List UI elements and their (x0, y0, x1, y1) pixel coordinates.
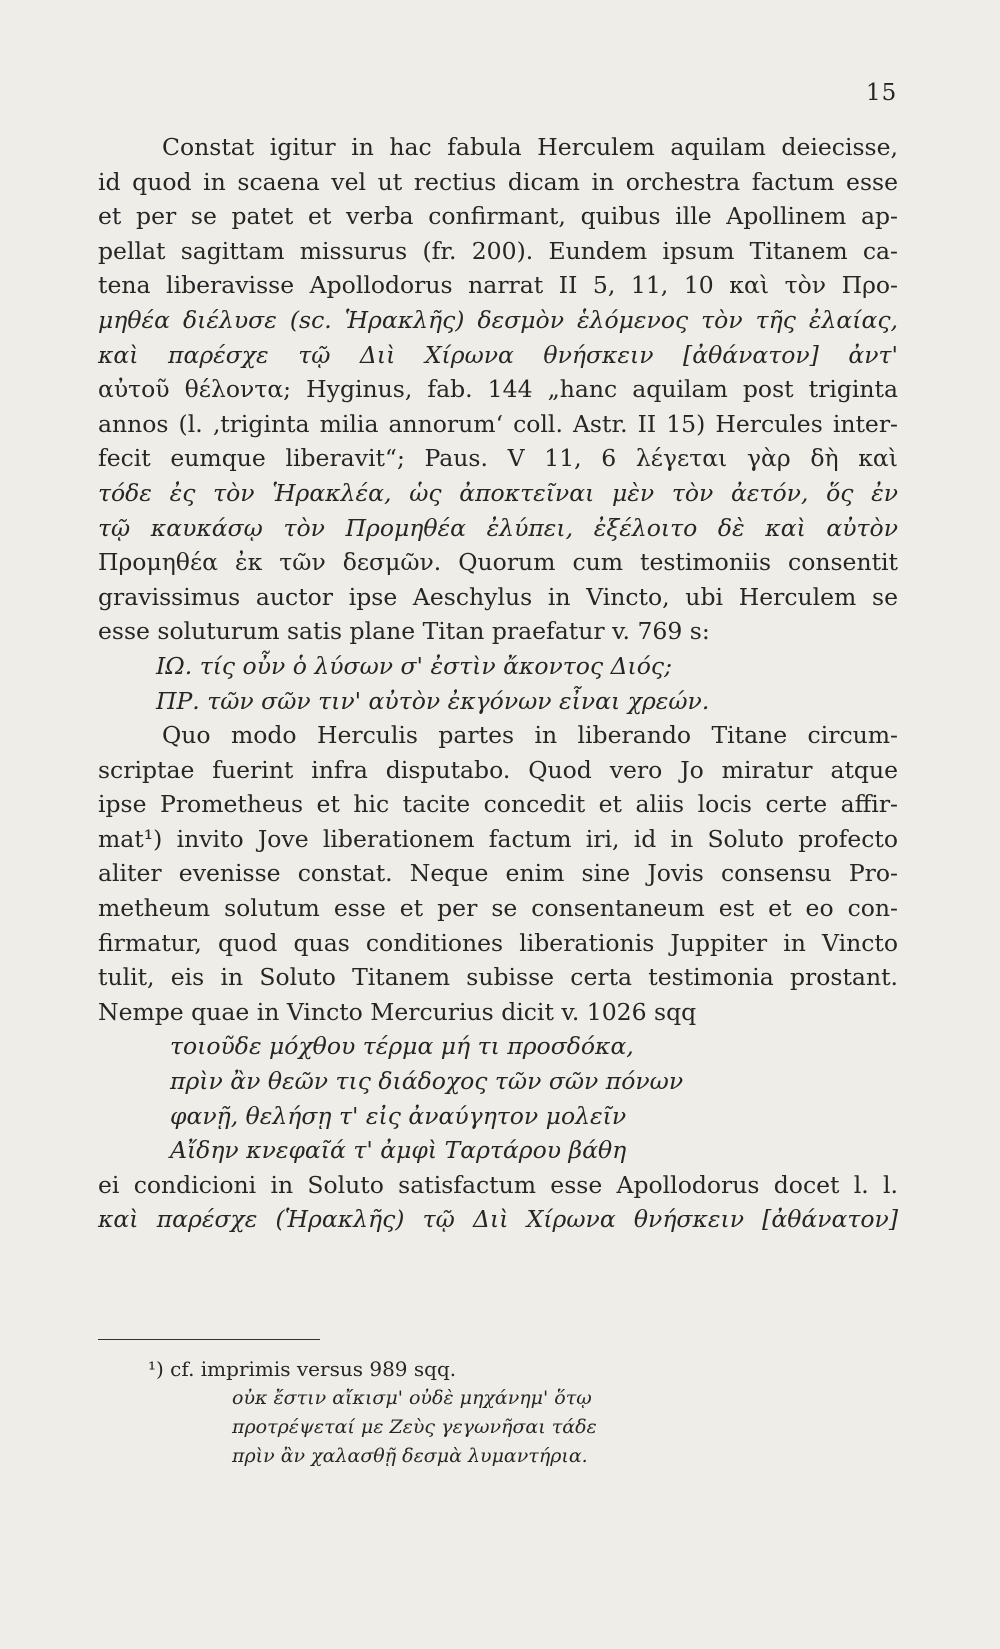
text-line: scriptae fuerint infra disputabo. Quod vero Jo miratur atque (98, 755, 898, 784)
footnote (148, 1355, 708, 1471)
text-line: τῷ καυκάσῳ τὸν Προμηθέα ἐλύπει, ἐξέλοιτο δὲ καὶ αὐτὸν (98, 513, 898, 542)
text-line: καὶ παρέσχε τῷ Διὶ Χίρωνα θνήσκειν [ἀθάνατον] ἀντ' (98, 340, 898, 369)
quote-line: τοιοῦδε μόχθου τέρμα μή τι προσδόκα, (170, 1032, 634, 1061)
text-line: tena liberavisse Apollodorus narrat II 5, 11, 10 καὶ τὸν Προ- (98, 271, 898, 300)
main-text (98, 130, 898, 1237)
footnote-verse: οὐκ ἔστιν αἴκισμ' οὐδὲ μηχάνημ' ὅτῳ (232, 1387, 592, 1409)
text-line: tulit, eis in Soluto Titanem subisse certa testimonia prostant. (98, 963, 898, 992)
page-number: 15 (866, 80, 898, 106)
text-line: et per se patet et verba confirmant, quibus ille Apollinem ap- (98, 202, 898, 231)
text-line: metheum solutum esse et per se consentaneum est et eo con- (98, 894, 898, 923)
text-line: τόδε ἐς τὸν Ἡρακλέα, ὡς ἀποκτεῖναι μὲν τὸν ἀετόν, ὅς ἐν (98, 478, 898, 507)
text-line: pellat sagittam missurus (fr. 200). Eundem ipsum Titanem ca- (98, 236, 898, 265)
footnote-rule (98, 1339, 320, 1340)
footnote-text: ¹) cf. imprimis versus 989 sqq. (148, 1357, 457, 1381)
text-line: Quo modo Herculis partes in liberando Titane circum- (162, 721, 898, 750)
dialogue-line: ΠΡ. τῶν σῶν τιν' αὐτὸν ἐκγόνων εἶναι χρεών. (156, 686, 710, 715)
text-line: ei condicioni in Soluto satisfactum esse Apollodorus docet l. l. (98, 1170, 898, 1199)
text-line: αὐτοῦ θέλοντα; Hyginus, fab. 144 „hanc aquilam post triginta (98, 375, 898, 404)
text-line: Nempe quae in Vincto Mercurius dicit v. 1026 sqq (98, 997, 697, 1026)
text-line: καὶ παρέσχε (Ἡρακλῆς) τῷ Διὶ Χίρωνα θνήσκειν [ἀθάνατον] (98, 1205, 898, 1234)
footnote-verse: προτρέψεταί με Ζεὺς γεγωνῆσαι τάδε (232, 1416, 597, 1438)
quote-line: Αἴδην κνεφαῖά τ' ἀμφὶ Ταρτάρου βάθη (170, 1136, 627, 1165)
text-line: id quod in scaena vel ut rectius dicam in orchestra factum esse (98, 167, 898, 196)
dialogue-line: ΙΩ. τίς οὖν ὁ λύσων σ' ἐστὶν ἄκοντος Διός; (156, 651, 673, 680)
text-line: fecit eumque liberavit“; Paus. V 11, 6 λέγεται γὰρ δὴ καὶ (98, 444, 898, 473)
text-line: Προμηθέα ἐκ τῶν δεσμῶν. Quorum cum testimoniis consentit (98, 548, 898, 577)
text-line: firmatur, quod quas conditiones liberationis Juppiter in Vincto (98, 928, 898, 957)
quote-line: φανῇ, θελήσῃ τ' εἰς ἀναύγητον μολεῖν (170, 1101, 627, 1130)
text-line: annos (l. ‚triginta milia annorum‘ coll. Astr. II 15) Hercules inter- (98, 409, 898, 438)
text-line: mat¹) invito Jove liberationem factum iri, id in Soluto profecto (98, 824, 898, 853)
quote-line: πρὶν ἂν θεῶν τις διάδοχος τῶν σῶν πόνων (170, 1067, 684, 1096)
text-line: esse soluturum satis plane Titan praefatur v. 769 s: (98, 617, 710, 646)
text-line: gravissimus auctor ipse Aeschylus in Vincto, ubi Herculem se (98, 582, 898, 611)
text-line: ipse Prometheus et hic tacite concedit et aliis locis certe affir- (98, 790, 898, 819)
text-line: μηθέα διέλυσε (sc. Ἡρακλῆς) δεσμὸν ἑλόμενος τὸν τῆς ἐλαίας, (98, 305, 898, 334)
footnote-verse: πρὶν ἂν χαλασθῇ δεσμὰ λυμαντήρια. (232, 1445, 588, 1467)
text-line: aliter evenisse constat. Neque enim sine Jovis consensu Pro- (98, 859, 898, 888)
text-line: Constat igitur in hac fabula Herculem aquilam deiecisse, (162, 133, 898, 161)
